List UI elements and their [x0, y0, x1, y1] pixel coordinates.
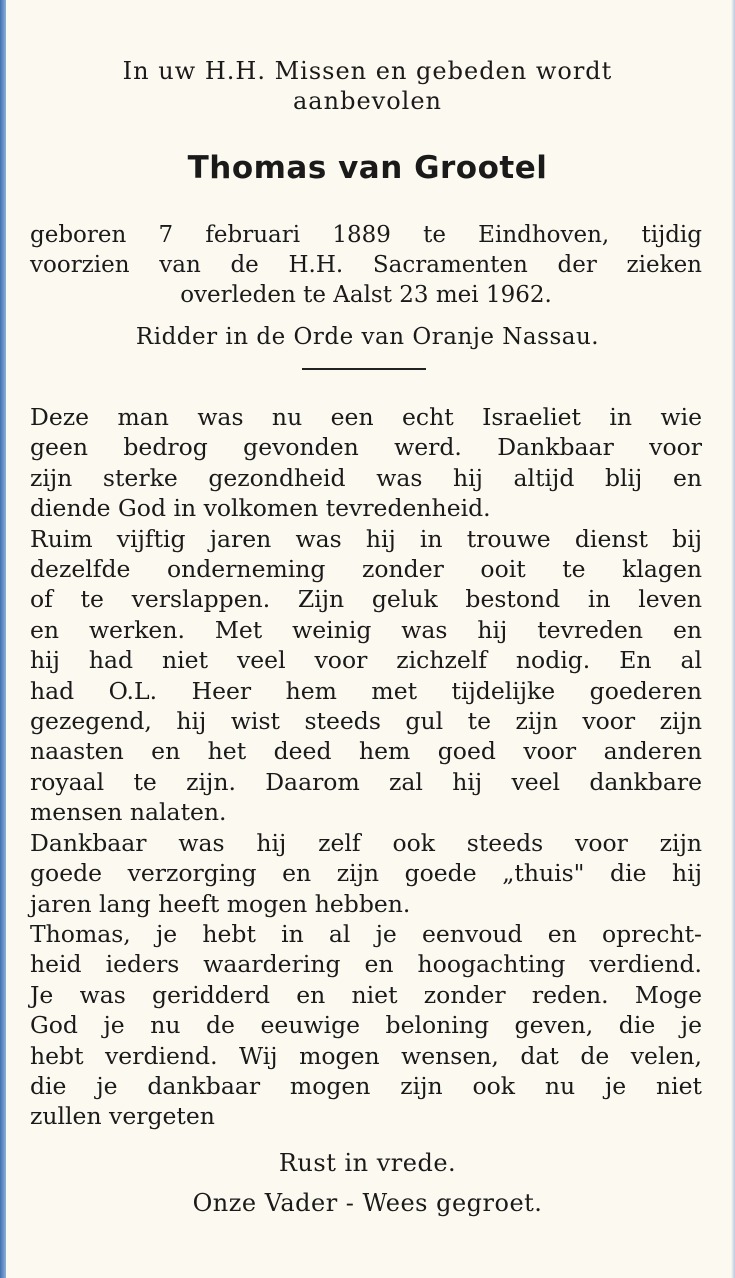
eulogy-line: hij had niet veel voor zichzelf nodig. En al: [30, 646, 702, 675]
intro-line-2: aanbevolen: [293, 87, 442, 115]
eulogy-line: hebt verdiend. Wij mogen wensen, dat de velen,: [30, 1041, 702, 1070]
eulogy-line: heid ieders waardering en hoogachting verdiend.: [30, 950, 702, 979]
eulogy-line: diende God in volkomen tevredenheid.: [30, 494, 491, 523]
eulogy-line: Je was geridderd en niet zonder reden. Moge: [30, 980, 702, 1009]
eulogy-line: zullen vergeten: [30, 1102, 215, 1131]
eulogy-line: en werken. Met weinig was hij tevreden en: [30, 615, 702, 644]
eulogy-text: [30, 402, 702, 1132]
birth-line-1: geboren 7 februari 1889 te Eindhoven, tijdig: [30, 222, 702, 248]
eulogy-line: Ruim vijftig jaren was hij in trouwe dienst bij: [30, 524, 702, 553]
eulogy-line: royaal te zijn. Daarom zal hij veel dankbare: [30, 767, 702, 796]
eulogy-line: dezelfde onderneming zonder ooit te klagen: [30, 555, 702, 584]
eulogy-line: geen bedrog gevonden werd. Dankbaar voor: [30, 433, 702, 462]
eulogy-line: naasten en het deed hem goed voor anderen: [30, 737, 702, 766]
closing-prayers: Onze Vader - Wees gegroet.: [192, 1189, 543, 1217]
eulogy-line: Deze man was nu een echt Israeliet in wie: [30, 403, 702, 431]
eulogy-line: of te verslappen. Zijn geluk bestond in leven: [30, 585, 702, 614]
honor-line: Ridder in de Orde van Oranje Nassau.: [135, 324, 600, 350]
intro-line-1: In uw H.H. Missen en gebeden wordt: [122, 57, 613, 85]
eulogy-line: goede verzorging en zijn goede „thuis" die hij: [30, 859, 702, 888]
eulogy-line: God je nu de eeuwige beloning geven, die je: [30, 1011, 702, 1040]
birth-line-3: overleden te Aalst 23 mei 1962.: [180, 282, 552, 308]
scan-edge-right: [731, 0, 735, 1278]
eulogy-line: zijn sterke gezondheid was hij altijd blij en: [30, 463, 702, 492]
divider-line: [302, 368, 426, 370]
intro-text: [20, 56, 715, 116]
eulogy-line: jaren lang heeft mogen hebben.: [30, 889, 411, 918]
eulogy-line: mensen nalaten.: [30, 798, 227, 827]
eulogy-line: Thomas, je hebt in al je eenvoud en oprecht-: [30, 919, 702, 948]
eulogy-line: Dankbaar was hij zelf ook steeds voor zijn: [30, 828, 702, 857]
scan-edge-left: [0, 0, 6, 1278]
birth-death-details: [30, 220, 702, 310]
eulogy-line: gezegend, hij wist steeds gul te zijn voor zijn: [30, 707, 702, 736]
eulogy-line: die je dankbaar mogen zijn ook nu je niet: [30, 1071, 702, 1100]
deceased-name: Thomas van Grootel: [187, 150, 548, 186]
birth-line-2: voorzien van de H.H. Sacramenten der zieken: [30, 252, 702, 278]
closing-rest-in-peace: Rust in vrede.: [278, 1149, 457, 1177]
eulogy-line: had O.L. Heer hem met tijdelijke goederen: [30, 676, 702, 705]
